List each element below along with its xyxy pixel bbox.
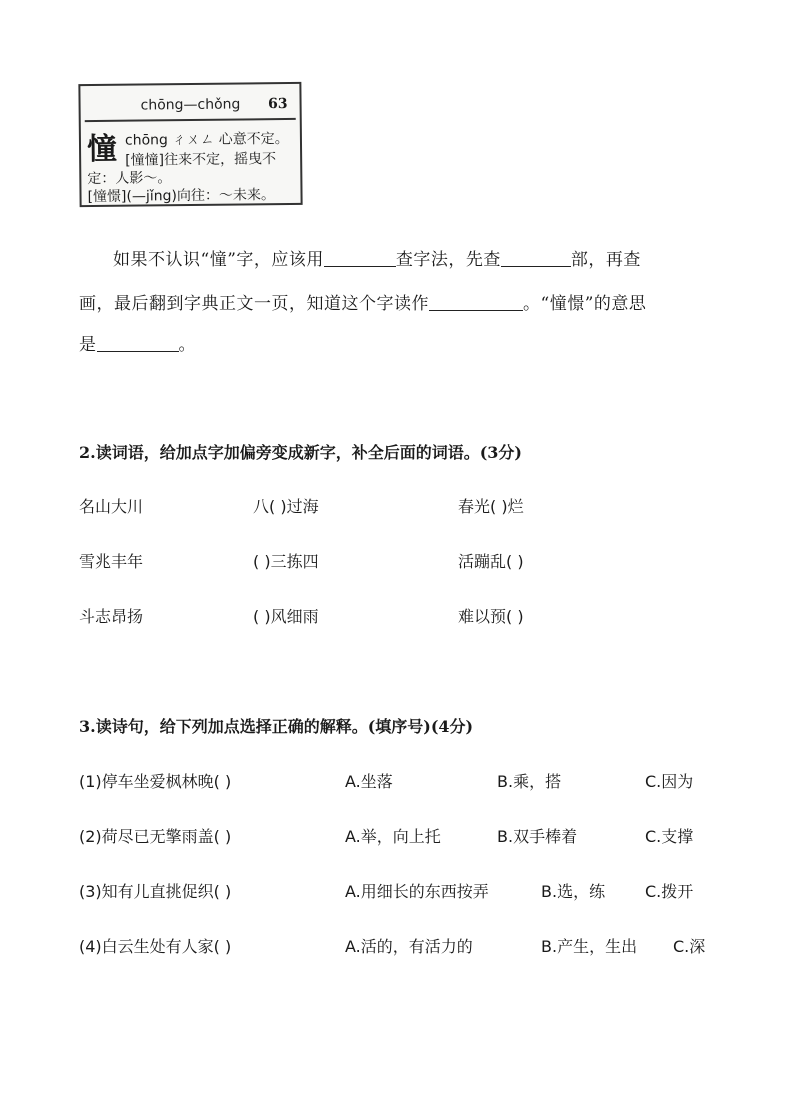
- q3-option-4a[interactable]: A.活的，有活力的: [345, 937, 473, 956]
- q3-poem-3[interactable]: (3)知有儿直挑促织( ): [79, 882, 232, 901]
- q1-blank-pronunciation[interactable]: [429, 294, 523, 311]
- q1-text-b: 查字法，先查: [395, 250, 501, 270]
- q3-option-1a[interactable]: A.坐落: [345, 772, 393, 791]
- dictionary-line-1: chōng ㄔㄨㄥ 心意不定。: [124, 130, 289, 149]
- q1-line-1: [113, 245, 641, 270]
- q3-option-4c[interactable]: C.深: [673, 937, 706, 956]
- q2-fill-4[interactable]: 活蹦乱( ): [458, 552, 524, 571]
- q3-option-3c[interactable]: C.拨开: [645, 882, 694, 901]
- q1-line-2: [79, 289, 646, 314]
- q3-option-2c[interactable]: C.支撑: [645, 827, 694, 846]
- dictionary-line-2: [憧憧]往来不定，摇曳不: [125, 151, 277, 169]
- q1-blank-method[interactable]: [324, 250, 396, 267]
- q2-fill-3[interactable]: ( )三拣四: [253, 552, 319, 571]
- q2-title: 2.读词语，给加点字加偏旁变成新字，补全后面的词语。(3分): [79, 443, 522, 462]
- q2-word-2: 雪兆丰年: [79, 552, 144, 571]
- q1-text-f: 是: [79, 335, 97, 355]
- q2-fill-5[interactable]: ( )风细雨: [253, 607, 319, 626]
- dictionary-line-4: [憧憬](—jǐng)向往：～未来。: [87, 187, 276, 206]
- q3-title: 3.读诗句，给下列加点选择正确的解释。(填序号)(4分): [79, 717, 474, 736]
- q3-poem-1[interactable]: (1)停车坐爱枫林晚( ): [79, 772, 232, 791]
- q1-line-3: [79, 330, 196, 355]
- dictionary-head-char: 憧: [86, 131, 118, 168]
- q3-option-1c[interactable]: C.因为: [645, 772, 694, 791]
- q1-blank-meaning[interactable]: [97, 335, 179, 352]
- q1-text-g: 。: [178, 335, 196, 355]
- q3-option-4b[interactable]: B.产生，生出: [541, 937, 638, 956]
- q3-poem-2[interactable]: (2)荷尽已无擎雨盖( ): [79, 827, 232, 846]
- q3-option-3a[interactable]: A.用细长的东西按弄: [345, 882, 489, 901]
- q3-option-1b[interactable]: B.乘，搭: [497, 772, 562, 791]
- q2-word-1: 名山大川: [79, 497, 144, 516]
- dictionary-rule: [85, 118, 296, 122]
- dictionary-line-3: 定：人影～。: [87, 170, 172, 188]
- dictionary-excerpt: [78, 82, 302, 207]
- q3-option-3b[interactable]: B.选，练: [541, 882, 606, 901]
- q2-fill-1[interactable]: 八( )过海: [253, 497, 319, 516]
- dictionary-page-number: 63: [268, 95, 288, 113]
- q2-fill-6[interactable]: 难以预( ): [458, 607, 524, 626]
- q3-option-2a[interactable]: A.举，向上托: [345, 827, 441, 846]
- dictionary-header: chōng—chǒng: [140, 96, 241, 114]
- q3-poem-4[interactable]: (4)白云生处有人家( ): [79, 937, 232, 956]
- q1-text-e: 。“憧憬”的意思: [523, 294, 647, 314]
- q1-blank-radical[interactable]: [501, 250, 571, 267]
- q1-text-c: 部，再查: [570, 250, 641, 270]
- q1-text-d: 画，最后翻到字典正文一页，知道这个字读作: [79, 294, 429, 314]
- q2-word-3: 斗志昂扬: [79, 607, 144, 626]
- q3-option-2b[interactable]: B.双手棒着: [497, 827, 578, 846]
- q1-text-a: 如果不认识“憧”字，应该用: [113, 250, 324, 270]
- q2-fill-2[interactable]: 春光( )烂: [458, 497, 524, 516]
